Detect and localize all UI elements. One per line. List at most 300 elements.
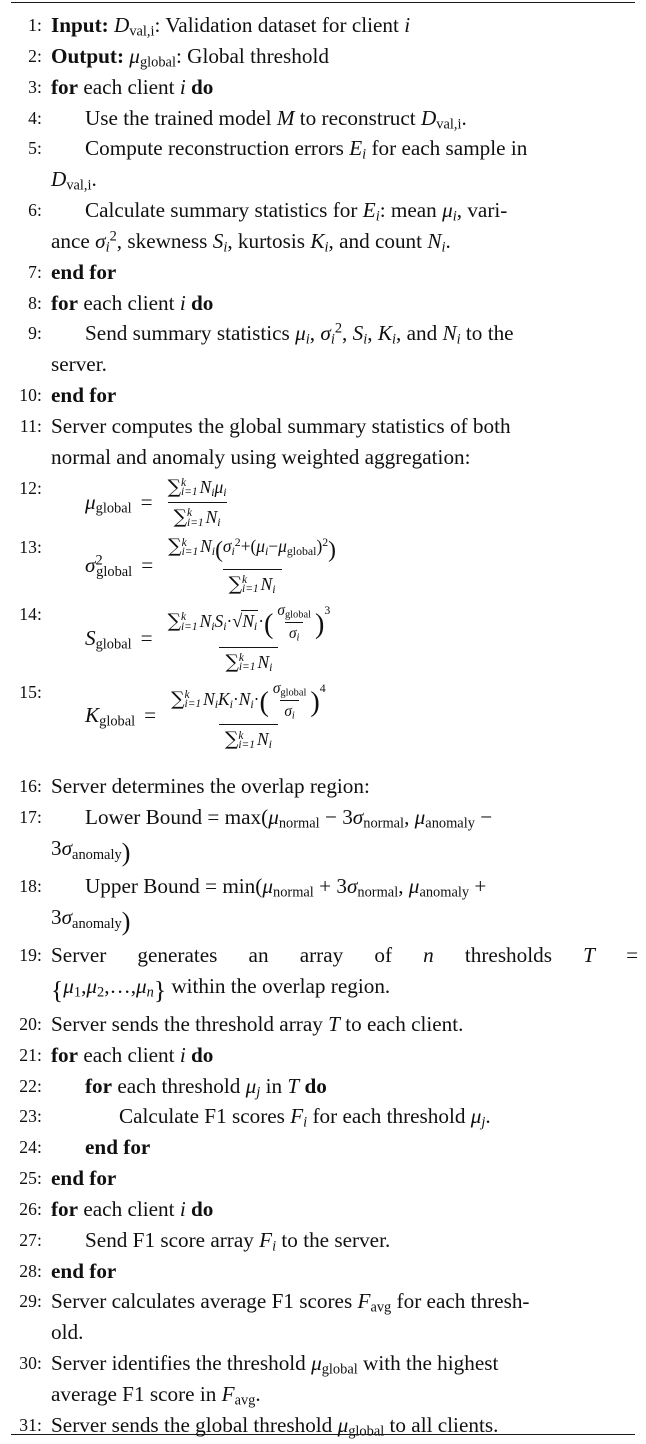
sqrt-icon: √ <box>232 610 243 631</box>
symbol-N: N <box>242 610 254 631</box>
keyword-output: Output: <box>51 43 124 68</box>
algorithm-line-29 <box>0 1286 646 1348</box>
symbol-T: T <box>287 1073 300 1098</box>
symbol-i: i <box>330 332 335 349</box>
symbol-i: i <box>231 544 235 559</box>
line6-text-a: Calculate summary statistics for <box>85 198 358 223</box>
line-number: 21: <box>19 1044 42 1065</box>
symbol-D: D <box>51 167 67 192</box>
equals-sign: = <box>141 553 154 578</box>
algorithm-line-30 <box>0 1348 646 1410</box>
symbol-i: i <box>363 332 368 349</box>
symbol-E: E <box>349 136 363 161</box>
symbol-i: i <box>391 332 396 349</box>
min-operator: min <box>222 874 256 899</box>
equals-sign: = <box>207 804 220 829</box>
symbol-mu: μ <box>337 1412 349 1437</box>
algorithm-line-20 <box>0 1009 646 1040</box>
minus-sign: − <box>324 804 337 829</box>
exponent-3: 3 <box>324 602 331 617</box>
coefficient-3: 3 <box>51 835 62 860</box>
sum-symbol: ∑ <box>228 573 243 595</box>
line-body: Lower Bound = $\max(\mu_{normal} - 3\sigma_{normal}$, $\mu_{anomaly}$ − $3\sigma_{anomaly}$) <box>51 804 493 867</box>
sum-lower-limit: i=1 <box>242 583 259 596</box>
line-number: 1: <box>28 15 42 35</box>
algorithm-line-9 <box>0 318 646 380</box>
symbol-i: i <box>324 239 329 256</box>
equation-mu-global <box>51 474 638 532</box>
symbol-N: N <box>238 688 251 709</box>
sum-upper-limit: k <box>242 574 248 587</box>
symbol-N: N <box>205 507 218 528</box>
line-number: 4: <box>28 107 42 128</box>
keyword-do: do <box>191 290 214 315</box>
symbol-i: i <box>253 618 258 633</box>
ellipsis: … <box>109 974 131 999</box>
symbol-N: N <box>442 321 457 346</box>
symbol-i: i <box>211 484 215 499</box>
line-body <box>42 257 638 288</box>
equals-sign: = <box>144 703 157 728</box>
symbol-N: N <box>203 688 215 709</box>
line27-text-a: Send F1 score array <box>85 1227 254 1252</box>
line30-text-c: average F1 score in <box>51 1382 217 1407</box>
algorithm-line-19 <box>0 940 646 1008</box>
line-body <box>42 411 638 473</box>
equals-sign: = <box>140 490 153 515</box>
line29-text-b: for each thresh- <box>396 1289 530 1314</box>
symbol-F: F <box>357 1289 371 1314</box>
symbol-global: global <box>321 1361 358 1378</box>
line-body <box>42 1286 638 1348</box>
line-number: 28: <box>19 1260 42 1281</box>
line-body <box>42 1410 638 1441</box>
symbol-F: F <box>290 1104 304 1129</box>
symbol-i: i <box>305 332 310 349</box>
plus-sign: + <box>474 874 487 899</box>
sum-upper-limit: k <box>184 689 190 702</box>
symbol-i: i <box>179 290 186 315</box>
cdot: · <box>226 610 233 631</box>
symbol-i: i <box>179 1196 186 1221</box>
symbol-j: j <box>481 1115 486 1132</box>
symbol-i: i <box>105 239 110 256</box>
coefficient-3: 3 <box>51 905 62 930</box>
keyword-do: do <box>191 1042 214 1067</box>
keyword-end-for: end for <box>51 383 117 408</box>
symbol-global: global <box>284 609 311 621</box>
line-number: 6: <box>28 200 42 221</box>
symbol-E: E <box>362 198 376 223</box>
symbol-i: i <box>268 737 272 752</box>
symbol-i: i <box>456 332 461 349</box>
line22-text-b: in <box>265 1073 283 1098</box>
symbol-sigma: σ <box>346 874 358 899</box>
symbol-i: i <box>223 239 228 256</box>
line4-text-a: Use the trained model <box>85 105 272 130</box>
line6-text-d: ance <box>51 228 90 253</box>
algorithm-line-5 <box>0 133 646 195</box>
symbol-mu: μ <box>408 874 420 899</box>
keyword-for: for <box>85 1073 113 1098</box>
line-body: Send summary statistics $\mu_i$, $\sigma_i^2$, $S_i$, $K_i$, and $N_i$ to the server. <box>42 318 638 380</box>
symbol-sigma: σ <box>61 835 73 860</box>
plus-sign: + <box>319 874 332 899</box>
symbol-global: global <box>95 500 132 517</box>
sum-lower-limit: i=1 <box>181 486 198 499</box>
text-each-client: each client <box>83 1042 175 1067</box>
algorithm-line-22 <box>0 1071 646 1102</box>
exponent-2: 2 <box>334 320 343 337</box>
symbol-global: global <box>96 564 133 581</box>
symbol-N: N <box>200 536 212 557</box>
symbol-i: i <box>179 74 186 99</box>
algorithm-line-21 <box>0 1040 646 1071</box>
symbol-mu: μ <box>63 974 74 999</box>
sum-upper-limit: k <box>180 611 187 624</box>
symbol-i: i <box>211 544 216 559</box>
algorithm-line-24 <box>0 1132 646 1163</box>
equation-s-global <box>51 600 638 676</box>
line-number: 15: <box>19 681 42 702</box>
symbol-T: T <box>583 943 595 968</box>
symbol-mu: μ <box>86 974 97 999</box>
sum-symbol: ∑ <box>167 610 181 632</box>
line-number: 23: <box>19 1106 42 1127</box>
symbol-n: n <box>146 985 154 1002</box>
symbol-i: i <box>217 515 221 530</box>
line-number: 7: <box>28 261 42 282</box>
line-number: 8: <box>28 292 42 313</box>
symbol-n: n <box>423 943 434 968</box>
symbol-F: F <box>259 1227 273 1252</box>
line-number: 13: <box>19 537 42 558</box>
subscript-2: 2 <box>97 985 105 1002</box>
line-body <box>42 1132 638 1163</box>
algorithm-line-18 <box>0 871 646 940</box>
sum-symbol: ∑ <box>171 688 185 710</box>
line11-text-a: Server computes the global summary statistics of both <box>51 413 511 438</box>
equation-k-global <box>51 678 638 754</box>
line30-period: . <box>255 1382 261 1407</box>
line-number: 29: <box>19 1291 42 1312</box>
sum-lower-limit: i=1 <box>187 516 204 529</box>
line-body: Use the trained model M to reconstruct $D_{val,i}$. <box>85 105 467 133</box>
text-each-client: each client <box>83 74 175 99</box>
line-body <box>42 72 638 103</box>
exponent-4: 4 <box>319 680 326 695</box>
line-number: 16: <box>19 775 42 796</box>
equals-sign: = <box>140 625 153 650</box>
symbol-sigma: σ <box>288 625 297 643</box>
symbol-mu: μ <box>268 804 279 829</box>
keyword-input: Input: <box>51 13 109 37</box>
symbol-i: i <box>223 618 227 633</box>
line5-text-b: for each sample in <box>371 136 528 161</box>
algorithm-line-31 <box>0 1410 646 1441</box>
symbol-global: global <box>348 1423 385 1440</box>
subscript-anomaly: anomaly <box>72 846 122 863</box>
symbol-sigma: σ <box>284 703 292 721</box>
line-number: 17: <box>19 806 42 827</box>
line6-text-e: , skewness <box>116 228 208 253</box>
algorithm-line-26 <box>0 1194 646 1225</box>
line1-rest: : Validation dataset for client <box>154 13 399 37</box>
algorithm-line-15 <box>0 677 646 755</box>
symbol-val-i: val,i <box>129 23 155 40</box>
fraction <box>162 474 233 532</box>
symbol-N: N <box>257 651 270 672</box>
symbol-N: N <box>199 610 212 631</box>
sum-symbol: ∑ <box>173 507 188 529</box>
symbol-N: N <box>260 573 273 594</box>
symbol-sigma: σ <box>222 536 232 557</box>
line6-text-g: , and count <box>328 228 423 253</box>
keyword-for: for <box>51 1042 79 1067</box>
line-body <box>42 473 638 533</box>
keyword-for: for <box>51 290 79 315</box>
left-brace: { <box>51 975 64 1005</box>
symbol-i: i <box>272 581 276 596</box>
symbol-M: M <box>276 105 295 130</box>
symbol-i: i <box>265 544 269 559</box>
symbol-mu: μ <box>442 198 453 223</box>
sum-upper-limit: k <box>238 729 244 742</box>
symbol-i: i <box>214 696 219 711</box>
line31-text-a: Server sends the global threshold <box>51 1412 333 1437</box>
algorithm-line-13 <box>0 532 646 599</box>
algorithm-line-10 <box>0 380 646 411</box>
subscript-avg: avg <box>370 1300 392 1317</box>
symbol-global: global <box>280 687 307 699</box>
symbol-sigma: σ <box>61 905 73 930</box>
line16-text: Server determines the overlap region: <box>51 773 370 798</box>
line23-text-a: Calculate F1 scores <box>119 1104 285 1129</box>
symbol-mu: μ <box>295 321 306 346</box>
line-body <box>42 1009 638 1040</box>
line-body <box>42 1194 638 1225</box>
symbol-global: global <box>99 714 136 731</box>
exponent-2: 2 <box>95 552 103 569</box>
symbol-T: T <box>328 1011 340 1036</box>
line-number: 30: <box>19 1353 42 1374</box>
line29-text-a: Server calculates average F1 scores <box>51 1289 353 1314</box>
symbol-sigma: σ <box>95 228 106 253</box>
line11-text-b: normal and anomaly using weighted aggregation: <box>51 444 471 469</box>
symbol-N: N <box>199 476 212 497</box>
symbol-S: S <box>85 625 96 650</box>
algorithm-line-14 <box>0 599 646 677</box>
line-number: 11: <box>19 415 42 436</box>
equals-sign: = <box>205 874 218 899</box>
symbol-mu: μ <box>311 1351 322 1376</box>
fraction: ∑ k i=1 $N_iS_i\cdot√N_i\cdot$( $\frac{\sigma_{global}}{\sigma_i}$ )$^3$ ∑ k i=1 $N_i$ <box>162 600 337 676</box>
sum-lower-limit: i=1 <box>238 739 255 752</box>
line-body <box>42 1225 638 1256</box>
symbol-global: global <box>139 54 176 71</box>
symbol-i: i <box>269 659 273 674</box>
line31-text-b: to all clients. <box>389 1412 499 1437</box>
line-number: 31: <box>19 1414 42 1435</box>
line6-text-b: : mean <box>379 198 437 223</box>
line2-rest: : Global threshold <box>175 43 329 68</box>
algorithm-line-8 <box>0 288 646 319</box>
line-body: Server generates an array of n thresholds T = $\{\mu_1,\mu_2,\dots,\mu_n\}$ within the overlap region. <box>51 943 639 1005</box>
line-number: 26: <box>19 1198 42 1219</box>
line-body: Compute reconstruction errors $E_i$ for each sample in $D_{val,i}$. <box>51 136 528 194</box>
algorithm-line-1 <box>0 10 646 41</box>
text-each-client: each client <box>83 1196 175 1221</box>
symbol-global: global <box>95 636 132 653</box>
subscript-anomaly: anomaly <box>425 815 475 832</box>
line-number: 19: <box>19 945 42 966</box>
symbol-i: i <box>296 633 300 645</box>
symbol-D: D <box>420 105 437 130</box>
line-number: 3: <box>28 76 42 97</box>
symbol-global: global <box>286 544 317 559</box>
symbol-mu: μ <box>262 874 273 899</box>
line29-text-c: old. <box>51 1320 84 1345</box>
symbol-i: i <box>452 208 457 225</box>
sum-upper-limit: k <box>181 536 187 549</box>
line9-text-a: Send summary statistics <box>85 321 290 346</box>
exponent-2: 2 <box>322 535 329 550</box>
subscript-normal: normal <box>272 884 314 901</box>
algorithm-line-12 <box>0 473 646 533</box>
symbol-mu: μ <box>256 536 266 557</box>
line-number: 20: <box>19 1013 42 1034</box>
cdot: · <box>232 688 239 709</box>
algorithm-line-2 <box>0 41 646 72</box>
exponent-2: 2 <box>109 228 117 245</box>
symbol-D: D <box>114 13 130 37</box>
line-number: 25: <box>19 1168 42 1189</box>
line-body: Calculate summary statistics for $E_i$: mean $\mu_i$, vari- ance $\sigma_i^2$, skewness $S_i$, kurtosis $K_i$, and count $N_i$. <box>51 198 508 256</box>
keyword-for: for <box>51 1196 79 1221</box>
equals-sign: = <box>626 943 639 968</box>
fraction: ∑ k i=1 $N_i(\sigma_i^2+(\mu_i-\mu_{global})^2)$ ∑ k i=1 $N_i$ <box>162 533 342 598</box>
sum-lower-limit: i=1 <box>181 546 199 559</box>
line6-text-c: , vari- <box>456 198 508 223</box>
line30-text-a: Server identifies the threshold <box>51 1351 306 1376</box>
line-body <box>42 380 638 411</box>
algorithm-lines <box>0 3 646 1441</box>
line-body <box>42 1071 638 1102</box>
keyword-end-for: end for <box>51 1166 117 1191</box>
symbol-i: i <box>303 1115 308 1132</box>
keyword-do: do <box>304 1073 327 1098</box>
symbol-mu: μ <box>278 536 287 557</box>
symbol-i: i <box>291 710 295 722</box>
line-body <box>42 1040 638 1071</box>
line9-text-d: server. <box>51 352 107 377</box>
sum-symbol: ∑ <box>167 476 182 498</box>
sum-symbol: ∑ <box>224 729 239 751</box>
sum-lower-limit: i=1 <box>180 620 198 633</box>
symbol-i: i <box>223 484 227 499</box>
symbol-sigma: σ <box>352 804 364 829</box>
line-body <box>42 532 638 599</box>
subscript-normal: normal <box>357 884 399 901</box>
keyword-end-for: end for <box>85 1135 151 1160</box>
line20-text-b: to each client. <box>345 1011 464 1036</box>
line-body <box>42 1256 638 1287</box>
line19-text-b: thresholds <box>464 943 552 968</box>
algorithm-line-25 <box>0 1163 646 1194</box>
line-body: Calculate F1 scores $F_i$ for each threshold $\mu_j$. <box>119 1104 491 1132</box>
max-operator: max <box>224 804 262 829</box>
line9-text-b: , and <box>395 321 438 346</box>
sum-symbol: ∑ <box>168 536 182 558</box>
line18-label: Upper Bound <box>85 874 200 899</box>
symbol-mu: μ <box>470 1104 482 1129</box>
keyword-do: do <box>191 74 214 99</box>
symbol-i: i <box>250 696 254 711</box>
symbol-i: i <box>272 1238 277 1255</box>
symbol-sigma: σ <box>85 553 96 578</box>
line20-text-a: Server sends the threshold array <box>51 1011 323 1036</box>
symbol-i: i <box>441 239 446 256</box>
symbol-mu: μ <box>414 804 426 829</box>
plus-sign: + <box>240 536 251 557</box>
algorithm-line-11 <box>0 411 646 473</box>
symbol-K: K <box>85 703 100 728</box>
algorithm-line-6 <box>0 195 646 257</box>
algorithm-line-17 <box>0 802 646 871</box>
exponent-2: 2 <box>234 535 241 550</box>
symbol-val-i: val,i <box>66 177 92 194</box>
algorithm-line-7 <box>0 257 646 288</box>
symbol-K: K <box>218 688 230 709</box>
symbol-N: N <box>427 228 442 253</box>
cdot: · <box>253 688 260 709</box>
line27-text-b: to the server. <box>281 1227 391 1252</box>
symbol-i: i <box>211 618 215 633</box>
symbol-mu: μ <box>245 1073 257 1098</box>
subscript-normal: normal <box>363 815 405 832</box>
line-body <box>42 1348 638 1410</box>
subscript-avg: avg <box>234 1392 256 1409</box>
sum-upper-limit: k <box>238 651 244 664</box>
symbol-j: j <box>256 1084 261 1101</box>
minus-sign: − <box>268 536 279 557</box>
sum-lower-limit: i=1 <box>238 661 256 674</box>
line30-text-b: with the highest <box>363 1351 499 1376</box>
algorithm-line-28 <box>0 1256 646 1287</box>
line17-label: Lower Bound <box>85 804 203 829</box>
line-body: Upper Bound = $\min(\mu_{normal} + 3\sigma_{normal}$, $\mu_{anomaly}$ + $3\sigma_{anomaly}$) <box>51 874 487 936</box>
line9-text-c: to the <box>465 321 514 346</box>
algorithm-line-27 <box>0 1225 646 1256</box>
line-number: 12: <box>19 477 42 498</box>
line19-text-c: within the overlap region. <box>171 974 391 999</box>
symbol-i: i <box>179 1042 186 1067</box>
line-number: 14: <box>19 604 42 625</box>
line-number: 18: <box>19 876 42 897</box>
symbol-i: i <box>404 13 411 37</box>
symbol-S: S <box>212 228 224 253</box>
symbol-mu: μ <box>85 490 96 515</box>
subscript-normal: normal <box>278 815 320 832</box>
equation-sigma-global <box>51 533 638 598</box>
symbol-S: S <box>352 321 364 346</box>
line-number: 27: <box>19 1229 42 1250</box>
line-body <box>42 41 638 72</box>
symbol-mu: μ <box>214 476 224 497</box>
algorithm-line-3 <box>0 72 646 103</box>
line-number: 10: <box>19 385 42 406</box>
minus-sign: − <box>480 804 493 829</box>
